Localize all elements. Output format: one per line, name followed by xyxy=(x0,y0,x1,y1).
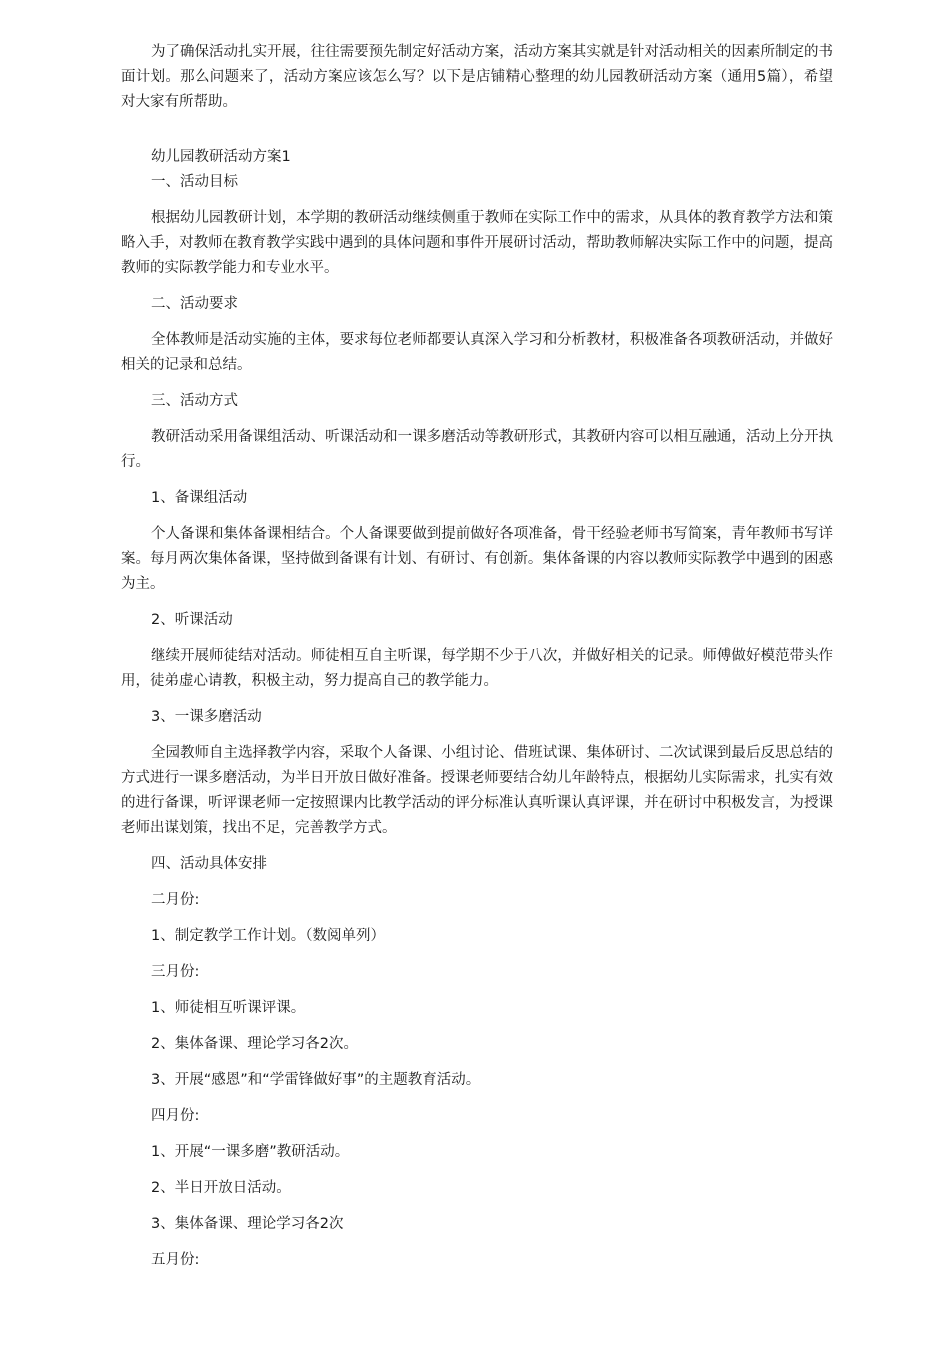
schedule-item: 2、半日开放日活动。 xyxy=(151,1180,291,1196)
month-heading-mar: 三月份: xyxy=(151,964,200,980)
subsection-heading-observation: 2、听课活动 xyxy=(151,612,233,628)
schedule-item: 1、师徒相互听课评课。 xyxy=(151,1000,306,1016)
schedule-item: 3、开展“感恩”和“学雷锋做好事”的主题教育活动。 xyxy=(151,1072,481,1088)
document-page xyxy=(121,40,833,1273)
section-text-requirements: 全体教师是活动实施的主体，要求每位老师都要认真深入学习和分析教材，积极准备各项教研活动，并做好相关的记录和总结。 xyxy=(121,332,833,373)
month-heading-apr: 四月份: xyxy=(151,1108,200,1124)
schedule-item: 1、开展“一课多磨”教研活动。 xyxy=(151,1144,350,1160)
schedule-item: 3、集体备课、理论学习各2次 xyxy=(151,1216,344,1232)
subsection-text-observation: 继续开展师徒结对活动。师徒相互自主听课，每学期不少于八次，并做好相关的记录。师傅做好模范带头作用，徒弟虚心请教，积极主动，努力提高自己的教学能力。 xyxy=(121,648,833,689)
section-text-methods: 教研活动采用备课组活动、听课活动和一课多磨活动等教研形式，其教研内容可以相互融通，活动上分开执行。 xyxy=(121,429,833,470)
section-heading-requirements: 二、活动要求 xyxy=(151,296,238,312)
intro-paragraph: 为了确保活动扎实开展，往往需要预先制定好活动方案，活动方案其实就是针对活动相关的因素所制定的书面计划。那么问题来了，活动方案应该怎么写？以下是店铺精心整理的幼儿园教研活动方案（通用5篇），希望对大家有所帮助。 xyxy=(121,44,833,110)
month-heading-may: 五月份: xyxy=(151,1252,200,1268)
schedule-item: 1、制定教学工作计划。（数阅单列） xyxy=(151,928,385,944)
subsection-heading-multi-polish: 3、一课多磨活动 xyxy=(151,709,262,725)
section-text-goals: 根据幼儿园教研计划，本学期的教研活动继续侧重于教师在实际工作中的需求，从具体的教育教学方法和策略入手，对教师在教育教学实践中遇到的具体问题和事件开展研讨活动，帮助教师解决实际工作中的问题，提高教师的实际教学能力和专业水平。 xyxy=(121,210,833,276)
subsection-heading-lesson-prep: 1、备课组活动 xyxy=(151,490,248,506)
section-heading-methods: 三、活动方式 xyxy=(151,393,238,409)
subsection-text-multi-polish: 全园教师自主选择教学内容，采取个人备课、小组讨论、借班试课、集体研讨、二次试课到最后反思总结的方式进行一课多磨活动，为半日开放日做好准备。授课老师要结合幼儿年龄特点，根据幼儿实际需求，扎实有效的进行备课，听评课老师一定按照课内比教学活动的评分标准认真听课认真评课，并在研讨中积极发言，为授课老师出谋划策，找出不足，完善教学方式。 xyxy=(121,745,833,836)
schedule-item: 2、集体备课、理论学习各2次。 xyxy=(151,1036,358,1052)
article-title: 幼儿园教研活动方案1 xyxy=(151,149,291,165)
subsection-text-lesson-prep: 个人备课和集体备课相结合。个人备课要做到提前做好各项准备，骨干经验老师书写简案，青年教师书写详案。每月两次集体备课，坚持做到备课有计划、有研讨、有创新。集体备课的内容以教师实际教学中遇到的困惑为主。 xyxy=(121,526,833,592)
section-heading-goals: 一、活动目标 xyxy=(151,174,238,190)
section-heading-schedule: 四、活动具体安排 xyxy=(151,856,267,872)
month-heading-feb: 二月份: xyxy=(151,892,200,908)
